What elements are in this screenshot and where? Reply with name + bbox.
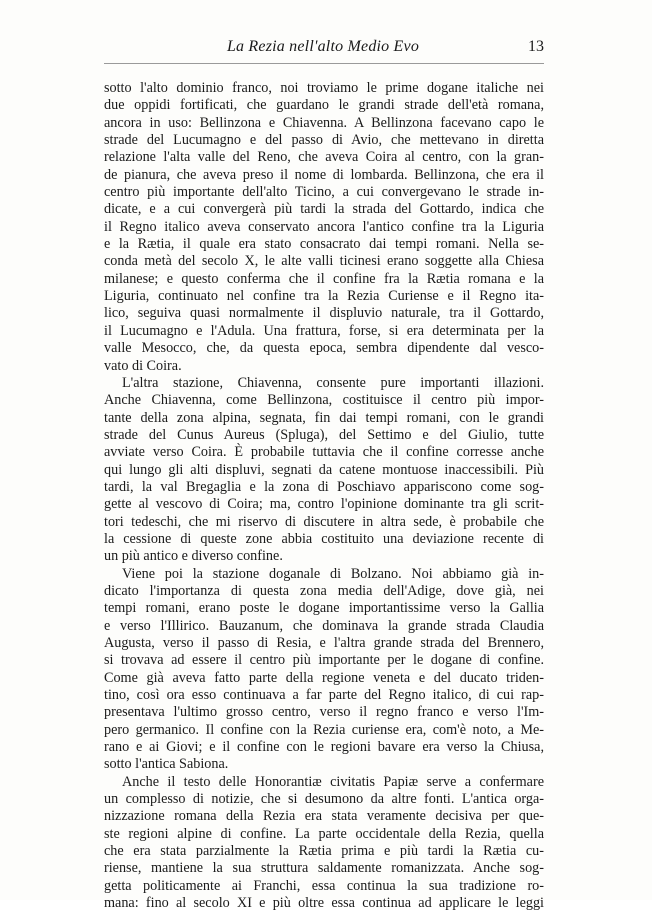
text-line: e verso l'Illirico. Bauzanum, che dominava la grande strada Claudia (104, 617, 544, 634)
page-number: 13 (528, 38, 544, 55)
text-line: dicate, e a cui convergerà più tardi la strada del Gottardo, indica che (104, 201, 544, 218)
text-line: Liguria, continuato nel confine tra la Rezia Curiense e il Regno ita- (104, 288, 544, 305)
text-line: strade del Cunus Aureus (Splugа), del Settimo e del Giulio, tutte (104, 426, 544, 443)
text-line: e la Rætia, il quale era stato consacrato dai tempi romani. Nella se- (104, 236, 544, 253)
text-line: getta politicamente ai Franchi, essa continua la sua tradizione ro- (104, 877, 544, 894)
text-line: tori tedeschi, che mi riservo di discutere in altra sede, è probabile che (104, 513, 544, 530)
paragraph-1 (104, 80, 544, 375)
running-title: La Rezia nell'alto Medio Evo (226, 38, 420, 55)
text-line: Anche Chiavenna, come Bellinzona, costituisce il centro più impor- (104, 392, 544, 409)
text-line: presentava l'ultimo grosso centro, verso il regno franco e verso l'Im- (104, 704, 544, 721)
paragraph-3 (104, 566, 544, 774)
text-line: lico, seguiva quasi normalmente il displuvio naturale, tra il Gottardo, (104, 305, 544, 322)
text-line: L'altra stazione, Chiavenna, consente pure importanti illazioni. (122, 374, 544, 391)
text-line: gette al vescovo di Coira; ma, contro l'opinione dominante tra gli scrit- (104, 496, 544, 513)
text-line: rano e ai Giovi; e il confine con le regioni bavare era verso la Chiusa, (104, 739, 544, 756)
text-line: tante della zona alpina, segnata, fin dai tempi romani, con le grandi (104, 409, 544, 426)
text-line: tardi, la val Bregaglia e la zona di Poschiavo appariscono come sog- (104, 478, 544, 495)
text-line: relazione l'alta valle del Reno, che aveva Coira al centro, con la gran- (104, 149, 544, 166)
body-text (104, 80, 544, 913)
text-line: strade del Lucumagno e del passo di Avio, che mettevano in diretta (104, 132, 544, 149)
text-line: mana: fino al secolo XI e più oltre essa continua ad applicare le leggi (104, 895, 544, 912)
text-line: che era stata parzialmente la Rætia prima e più tardi la Rætia cu- (104, 843, 544, 860)
text-line: valle Mesocco, che, da questa epoca, sembra dipendente dal vesco- (104, 340, 544, 357)
text-line: pero germanico. Il confine con la Rezia curiense era, com'è noto, a Me- (104, 721, 544, 738)
paragraph-2 (104, 375, 544, 566)
text-line: il Lucumagno e l'Adula. Una frattura, forse, si era determinata per la (104, 322, 544, 339)
text-line: la cessione di queste zone abbia costituito una deviazione recente di (104, 530, 544, 547)
text-line: sotto l'antica Sabiona. (104, 756, 229, 773)
text-line: avviate verso Coira. È probabile tuttavia che il confine corresse anche (104, 444, 544, 461)
text-line: sotto l'alto dominio franco, noi troviamo le prime dogane italiche nei (104, 80, 544, 96)
text-line: il Regno italico aveva conservato ancora l'antico confine tra la Liguria (104, 218, 544, 235)
text-line: centro più importante dell'alto Ticino, a cui convergevano le strade in- (104, 184, 544, 201)
text-line: Augusta, verso il passo di Resia, e l'altra grande strada del Brennero, (104, 635, 544, 651)
text-line: ste regioni alpine di confine. La parte occidentale della Rezia, quella (104, 825, 544, 842)
text-line: si trovava ad essere il centro più importante per le dogane di confine. (104, 652, 544, 669)
text-line: tino, così ora esso continuava a far parte del Regno italico, di cui rap- (104, 687, 544, 704)
running-head (102, 38, 544, 60)
text-line: due oppidi fortificati, che guardano le grandi strade dell'età romana, (104, 97, 544, 114)
text-line: milanese; e questo conferma che il confine fra la Rætia romana e la (104, 270, 544, 287)
text-line: tempi romani, erano poste le dogane importantissime verso la Gallia (104, 600, 544, 617)
paragraph-4 (104, 774, 544, 913)
text-line: un complesso di notizie, che si desumono da altre fonti. L'antica orga- (104, 791, 544, 808)
text-line: nizzazione romana della Rezia era stata veramente decisiva per que- (104, 808, 544, 825)
text-line: vato di Coira. (104, 357, 182, 374)
text-line: riense, mantiene la sua struttura saldamente romanizzata. Anche sog- (104, 860, 544, 877)
text-line: de pianura, che aveva preso il nome di lombarda. Bellinzona, che era il (104, 166, 544, 183)
text-line: Viene poi la stazione doganale di Bolzano. Noi abbiamo già in- (122, 565, 544, 582)
text-line: qui lungo gli alti displuvi, segnati da catene montuose inaccessibili. Più (104, 461, 544, 478)
text-line: Anche il testo delle Honorantiæ civitatis Papiæ serve a confermare (122, 773, 544, 790)
text-line: ancora in uso: Bellinzona e Chiavenna. A Bellinzona facevano capo le (104, 114, 544, 131)
text-line: Come già aveva fatto parte della regione veneta e del ducato triden- (104, 669, 544, 686)
text-line: conda metà del secolo X, le alte valli ticinesi erano soggette alla Chiesa (104, 253, 544, 270)
text-line: un più antico e diverso confine. (104, 548, 283, 565)
header-rule (104, 63, 544, 64)
text-line: dicato l'importanza di questa zona media dell'Adige, dove già, nei (104, 582, 544, 599)
